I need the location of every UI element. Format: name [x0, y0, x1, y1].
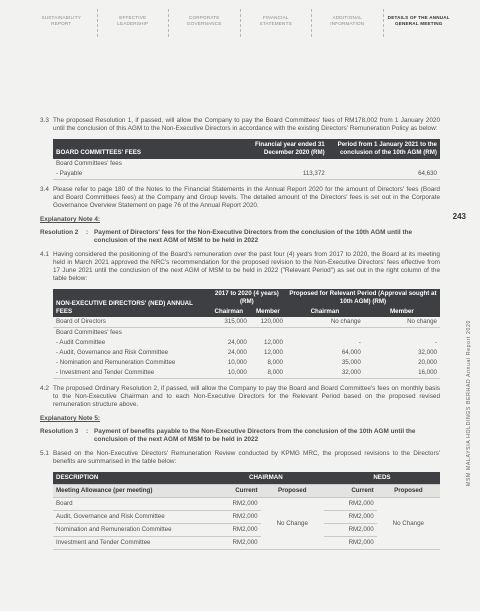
page-number: 243 [452, 212, 466, 221]
table-cell: 10,000 [227, 359, 247, 366]
paragraph-text: Based on the Non-Executive Directors' Remuneration Review conducted by KPMG MRC, the proposed revisions to the Directors' benefits are summarised in the table below: [53, 450, 440, 465]
table-header: DESCRIPTION [53, 472, 208, 485]
table-cell: Investment and Tender Committee [53, 537, 208, 550]
paragraph-4-1 [40, 251, 440, 283]
table-subheader: Meeting Allowance (per meeting) [53, 485, 208, 498]
table-cell: 64,000 [341, 349, 361, 356]
table-header: BOARD COMMITTEES' FEES [53, 139, 227, 159]
paragraph-text: Having considered the positioning of the Board's remuneration over the past four (4) years from 2017 to 2020, the Board at its meeting held in March 2021 approved the NRC's recommendation for the proposed revision to the Non-Executive Directors' fees effective from 17 June 2021 until the conclusion of the next AGM of MSM to be held in 2022 ("Relevant Period") as set out in the right column of the table below: [53, 251, 440, 282]
resolution-separator: : [86, 428, 89, 435]
paragraph-number: 3.4 [40, 186, 49, 193]
table-header: NEDS [324, 472, 440, 485]
paragraph-text: The proposed Ordinary Resolution 2, if passed, will allow the Company to pay the Board and Board Committee's fees on monthly basis to the Non-Executive Chairman and to each Non-Executive Directors for the Relevant Period based on the proposed revised remuneration structure above. [53, 385, 440, 408]
resolution-label: Resolution 2 [40, 229, 79, 236]
table-cell: - [358, 339, 361, 346]
side-text: MSM MALAYSIA HOLDINGS BERHAD Annual Report 2020 [466, 320, 472, 486]
table-cell: RM2,000 [324, 524, 377, 537]
resolution-label: Resolution 3 [40, 428, 79, 435]
table-header: Period from 1 January 2021 to the conclusion of the 10th AGM (RM) [328, 139, 440, 159]
resolution-3 [40, 428, 440, 444]
table-subheader: Proposed [377, 485, 440, 498]
explanatory-note-heading: Explanatory Note 5: [40, 415, 101, 422]
nav-details-agm[interactable]: DETAILS OF THE ANNUAL GENERAL MEETING [387, 15, 450, 26]
nav-additional-information[interactable]: ADDITIONAL INFORMATION [312, 9, 384, 37]
table-cell: 120,000 [250, 317, 286, 328]
nav-corporate-governance[interactable]: CORPORATE GOVERNANCE [169, 9, 241, 37]
ned-annual-fees-table [53, 289, 440, 379]
table-subheader: Chairman [286, 307, 364, 317]
resolution-text: Payment of Directors' fees for the Non-Executive Directors from the conclusion of the 10th AGM until the conclusion of the next AGM of MSM to be held in 2022 [94, 229, 413, 244]
table-cell: 32,000 [286, 368, 364, 379]
table-cell: 24,000 [227, 339, 247, 346]
table-cell [208, 328, 250, 339]
table-subheader: Member [364, 307, 440, 317]
table-cell: RM2,000 [208, 524, 261, 537]
table-cell: Board [53, 498, 208, 511]
nav-effective-leadership[interactable]: EFFECTIVE LEADERSHIP [98, 9, 170, 37]
table-cell: 16,000 [364, 368, 440, 379]
table-cell [250, 328, 286, 339]
table-row [53, 368, 440, 379]
table-cell: 8,000 [267, 359, 283, 366]
table-header: Proposed for Relevant Period (Approval sought at 10th AGM) (RM) [286, 289, 440, 307]
table-row [53, 328, 440, 339]
table-header: Financial year ended 31 December 2020 (RM) [227, 139, 328, 159]
table-cell: - Investment and Tender Committee [53, 368, 208, 379]
paragraph-5-1 [40, 450, 440, 466]
resolution-text: Payment of benefits payable to the Non-Executive Directors from the conclusion of the 10th AGM until the conclusion of the next AGM of MSM to be held in 2022 [94, 428, 416, 443]
table-cell: Board Committees' fees [56, 329, 122, 336]
paragraph-text: The proposed Resolution 1, if passed, will allow the Company to pay the Board Committees' fees of RM178,002 from 1 January 2020 until the conclusion of this AGM to the Non-Executive Directors in accordance with the existing Directors' Remuneration Policy as below: [53, 117, 440, 132]
table-row [53, 358, 440, 368]
table-cell: - Nomination and Remuneration Committee [56, 359, 176, 366]
paragraph-number: 5.1 [40, 450, 49, 457]
table-cell: - Payable [53, 169, 227, 180]
table-subheader: Member [250, 307, 286, 317]
table-cell: 12,000 [264, 349, 283, 356]
top-navigation [26, 9, 454, 37]
table-cell: 113,372 [227, 169, 328, 180]
nav-sustainability-report[interactable]: SUSTAINABILITY REPORT [26, 9, 98, 37]
resolution-separator: : [86, 229, 89, 236]
paragraph-number: 4.1 [40, 251, 49, 258]
table-cell: 315,000 [208, 317, 250, 328]
table-cell: - Audit Committee [56, 339, 106, 346]
table-cell: 8,000 [250, 368, 286, 379]
nav-financial-statements[interactable]: FINANCIAL STATEMENTS [241, 9, 313, 37]
board-committees-fees-table [53, 139, 440, 180]
table-cell [286, 328, 364, 339]
meeting-allowance-table [53, 472, 440, 550]
document-body [40, 117, 440, 550]
table-cell: RM2,000 [208, 511, 261, 524]
table-subheader: Chairman [208, 307, 250, 317]
table-cell: Board of Directors [53, 317, 208, 328]
table-header: 2017 to 2020 (4 years) (RM) [208, 289, 286, 307]
paragraph-3-4 [40, 186, 440, 210]
table-cell: 10,000 [208, 368, 250, 379]
table-cell: 32,000 [418, 349, 437, 356]
table-header: CHAIRMAN [208, 472, 324, 485]
table-cell: RM2,000 [208, 498, 261, 511]
table-cell: 12,000 [264, 339, 283, 346]
side-banner [464, 243, 474, 563]
paragraph-3-3 [40, 117, 440, 133]
resolution-2 [40, 229, 440, 245]
paragraph-4-2 [40, 385, 440, 409]
table-cell: 24,000 [227, 349, 247, 356]
table-cell: No change [364, 317, 440, 328]
table-subheader: Current [324, 485, 377, 498]
paragraph-number: 4.2 [40, 385, 49, 392]
table-cell: Board Committees' fees [56, 160, 122, 167]
table-cell: No Change [261, 498, 324, 550]
table-cell: RM2,000 [208, 537, 261, 550]
table-cell: Audit, Governance and Risk Committee [53, 511, 208, 524]
table-cell: No change [286, 317, 364, 328]
table-subheader: Current [208, 485, 261, 498]
table-subheader: Proposed [261, 485, 324, 498]
table-cell [364, 328, 440, 339]
table-row [53, 317, 440, 328]
table-cell: RM2,000 [324, 511, 377, 524]
paragraph-number: 3.3 [40, 117, 49, 124]
table-cell: 64,630 [328, 169, 440, 180]
table-cell: RM2,000 [324, 498, 377, 511]
table-header: NON-EXECUTIVE DIRECTORS' (NED) ANNUAL FEES [53, 289, 208, 317]
table-cell: No Change [377, 498, 440, 550]
table-cell: 35,000 [341, 359, 361, 366]
table-cell: - [434, 339, 437, 346]
table-row [53, 338, 440, 348]
table-row [53, 348, 440, 358]
table-cell: RM2,000 [324, 537, 377, 550]
explanatory-note-heading: Explanatory Note 4: [40, 216, 101, 223]
table-cell: 20,000 [418, 359, 437, 366]
table-cell: Nomination and Remuneration Committee [53, 524, 208, 537]
table-cell: - Audit, Governance and Risk Committee [56, 349, 169, 356]
paragraph-text: Please refer to page 180 of the Notes to the Financial Statements in the Annual Report 2020 for the amount of Directors' fees (Board and Board Committees fees) at the Company and Group levels. The detailed amount of the Directors' fees is set out in the Corporate Governance Overview Statement on page 76 of the Annual Report 2020. [53, 186, 440, 209]
